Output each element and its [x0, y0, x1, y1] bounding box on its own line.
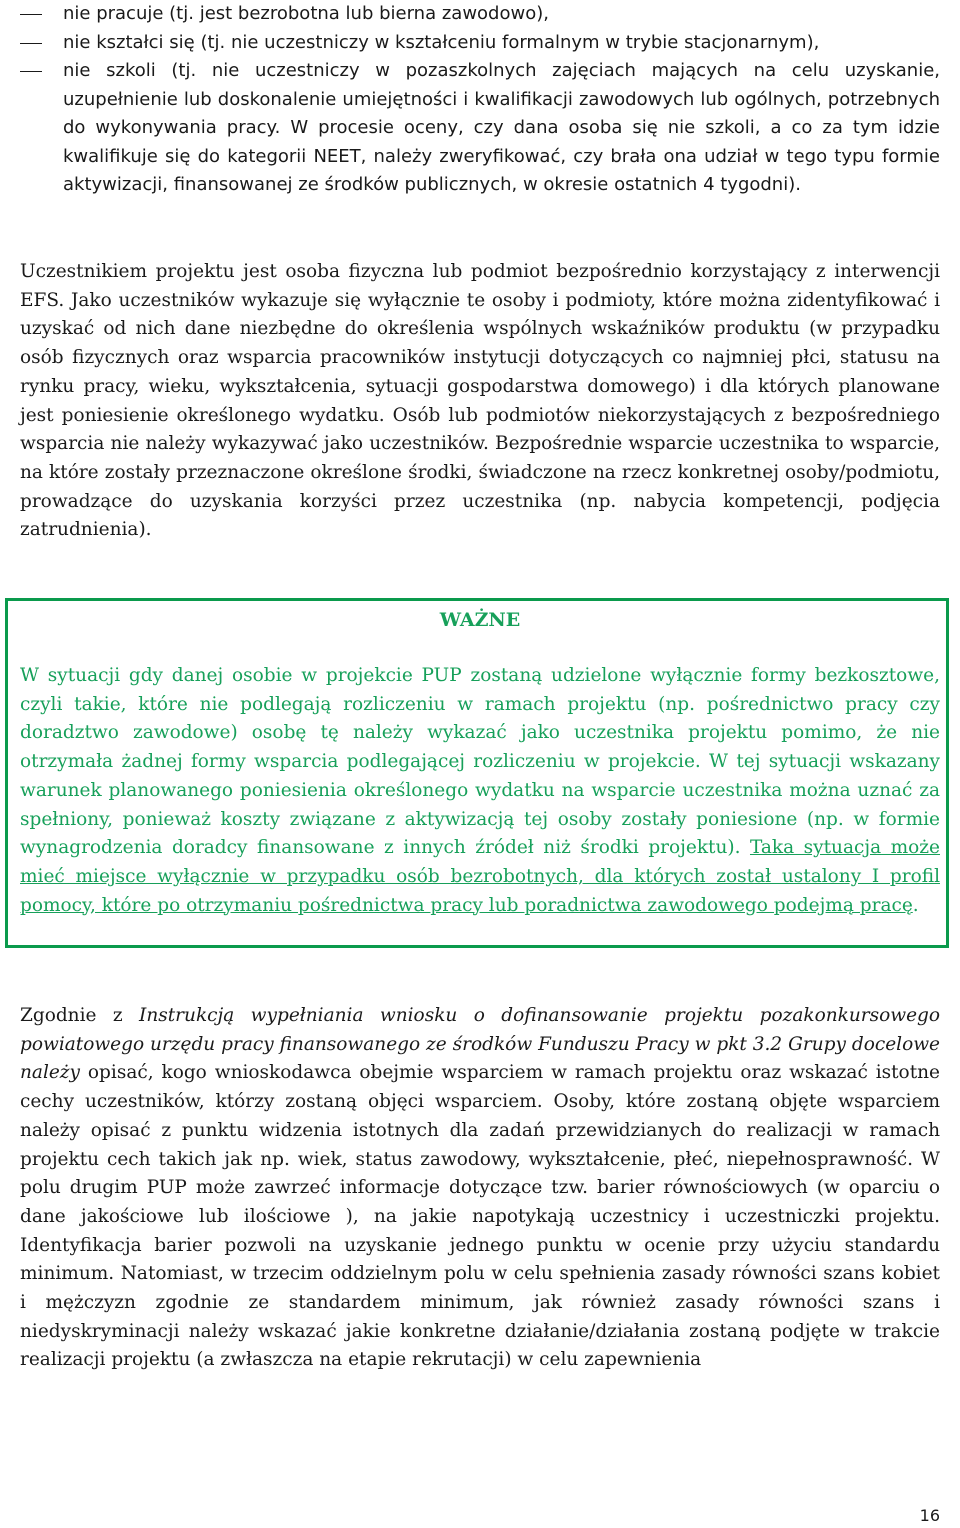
list-item-text: nie szkoli (tj. nie uczestniczy w pozaszkolnych zajęciach mających na celu uzyskanie, uzupełnienie lub doskonalenie umiejętności i kwalifikacji zawodowych lub ogólnych, potrzebnych do wykonywania pracy.: [63, 60, 940, 138]
list-item-text: nie kształci się (tj. nie uczestniczy w kształceniu formalnym w trybie stacjonarnym),: [63, 31, 820, 53]
important-notice-underlined: Taka sytuacja może mieć miejsce wyłącznie w przypadku osób bezrobotnych, dla których został ustalony I profil pomocy, które po otrzymaniu pośrednictwa pracy lub poradnictwa zawodowego podejmą pracę: [20, 837, 940, 916]
target-group-paragraph: [20, 1002, 940, 1375]
important-notice-body: W sytuacji gdy danej osobie w projekcie PUP zostaną udzielone wyłącznie formy bezkosztowe, czyli takie, które nie podlegają rozliczeniu w ramach projektu (np. pośrednictwo pracy czy doradztwo zawodowe) osobę tę należy wykazać jako uczestnika projektu pomimo, że nie otrzymała żadnej formy wsparcia podlegającej rozliczeniu w projekcie. W tej sytuacji wskazany warunek planowanego poniesienia określonego wydatku na wsparcie uczestnika można uznać za spełniony, ponieważ koszty związane z aktywizacją tej osoby zostały poniesione (np. w formie wynagrodzenia doradcy finansowane z innych źródeł niż środki projektu).: [20, 665, 940, 859]
page-number: 16: [919, 1506, 940, 1525]
list-item-text-extra: W procesie oceny, czy dana osoba się nie szkoli, a co za tym idzie kwalifikuje się do kategorii NEET, należy zweryfikować, czy brała ona udział w tego typu formie aktywizacji, finansowanej ze środków publicznych, w okresie ostatnich 4 tygodni).: [63, 117, 940, 195]
instruction-title: Instrukcją wypełniania wniosku o dofinansowanie projektu pozakonkursowego powiatowego urzędu pracy finansowanego ze środków Funduszu Pracy w pkt 3.2 Grupy docelowe należy: [20, 1005, 941, 1084]
important-notice-text: [20, 662, 940, 920]
list-item: [20, 0, 940, 29]
important-notice-title: WAŻNE: [439, 609, 521, 631]
important-notice-end: .: [912, 894, 919, 916]
target-group-lead: Zgodnie z: [20, 1005, 140, 1026]
list-item: [20, 57, 940, 200]
participant-definition-paragraph: Uczestnikiem projektu jest osoba fizyczna lub podmiot bezpośrednio korzystający z interwencji EFS. Jako uczestników wykazuje się wyłącznie te osoby i podmioty, które można zidentyfikować i uzyskać od nich dane niezbędne do określenia wspólnych wskaźników produktu (w przypadku osób fizycznych oraz wsparcia pracowników instytucji dotyczących co najmniej płci, statusu na rynku pracy, wieku, wykształcenia, sytuacji gospodarstwa domowego) i dla których planowane jest poniesienie określonego wydatku. Osób lub podmiotów niekorzystających z bezpośredniego wsparcia nie należy wykazywać jako uczestników. Bezpośrednie wsparcie uczestnika to wsparcie, na które zostały przeznaczone określone środki, świadczone na rzecz konkretnej osoby/podmiotu, prowadzące do uzyskania korzyści przez uczestnika (np. nabycia kompetencji, podjęcia zatrudnienia).: [20, 261, 940, 541]
list-item-text: nie pracuje (tj. jest bezrobotna lub bierna zawodowo),: [63, 3, 549, 24]
criteria-list: [20, 0, 940, 200]
target-group-body: opisać, kogo wnioskodawca obejmie wsparciem w ramach projektu oraz wskazać istotne cechy uczestników, którzy zostaną objęci wsparciem. Osoby, które zostaną objęte wsparciem należy opisać z punktu widzenia istotnych dla zadań przewidzianych do realizacji w ramach projektu cech takich jak np. wiek, status zawodowy, wykształcenie, płeć, niepełnosprawność. W polu drugim PUP może zawrzeć informacje dotyczące tzw. barier równościowych (w oparciu o dane jakościowe lub ilościowe ), na jakie napotykają uczestnicy i uczestniczki projektu. Identyfikacja barier pozwoli na uzyskanie jednego punktu w ocenie przy użyciu standardu minimum. Natomiast, w trzecim oddzielnym polu w celu spełnienia zasady równości szans kobiet i mężczyzn zgodnie ze standardem minimum, jak również zasady równości szans i niedyskryminacji należy wskazać jakie konkretne działanie/działania zostaną podjęte w trakcie realizacji projektu (a zwłaszcza na etapie rekrutacji) w celu zapewnienia: [20, 1062, 940, 1371]
list-item: [20, 29, 940, 58]
